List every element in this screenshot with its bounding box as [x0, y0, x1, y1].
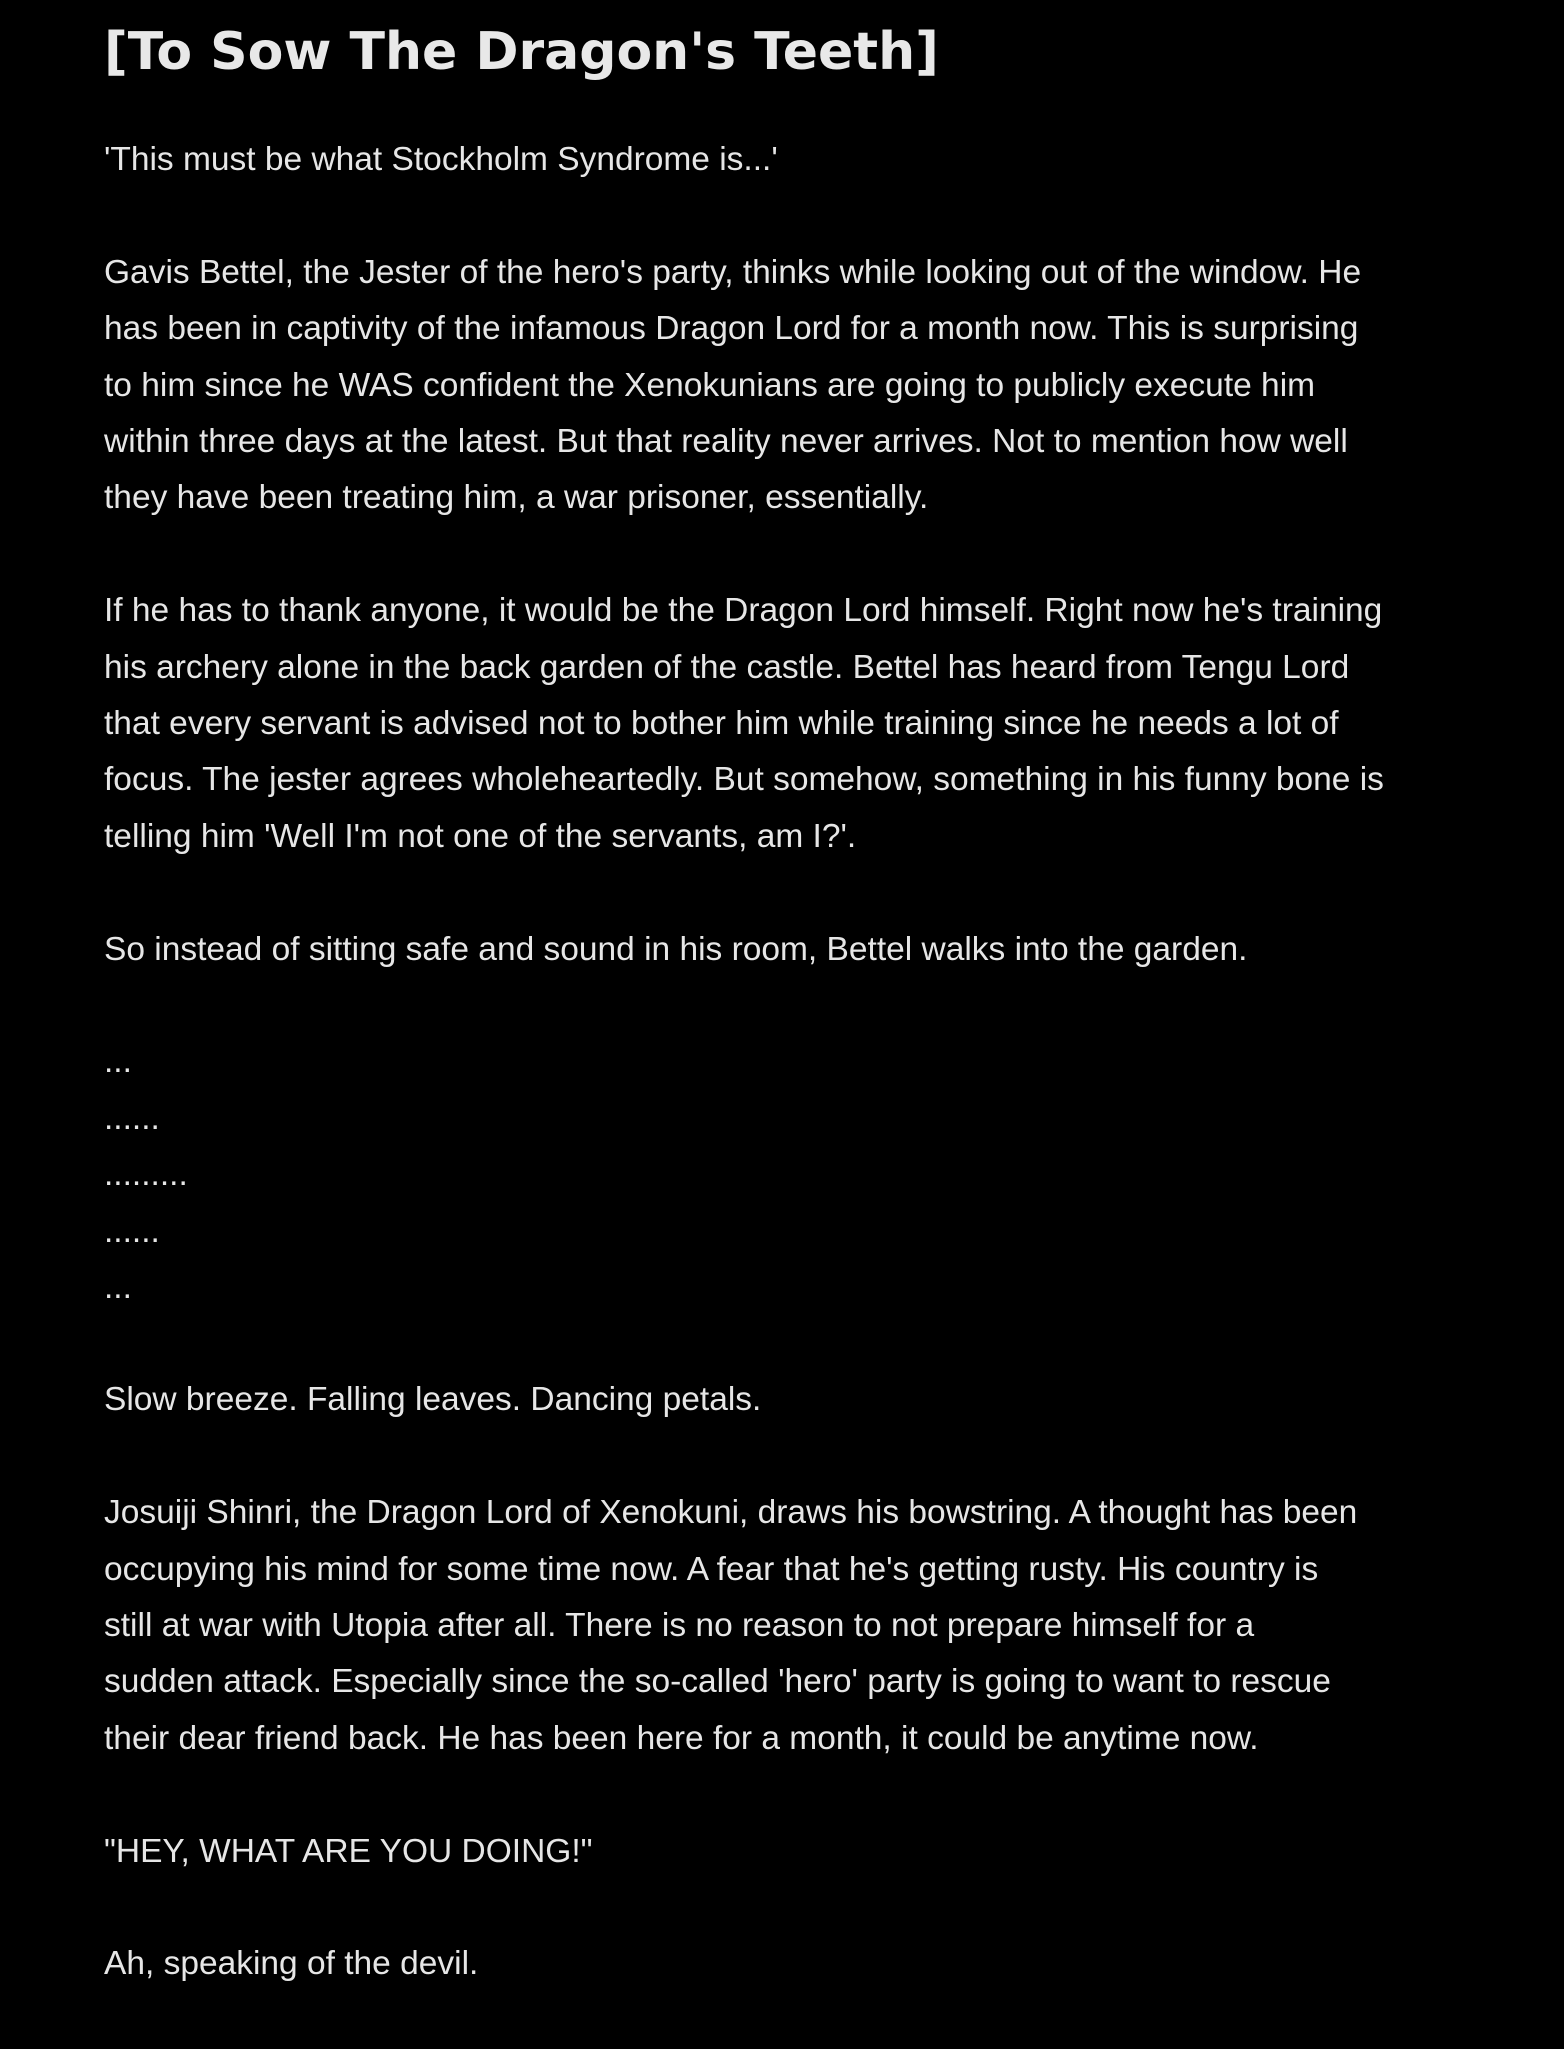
- ellipsis-line: ......: [104, 1099, 160, 1137]
- paragraph-line: 'This must be what Stockholm Syndrome is...': [104, 141, 778, 178]
- paragraph-line: Slow breeze. Falling leaves. Dancing petals.: [104, 1381, 762, 1419]
- ellipsis-line: ...: [104, 1269, 132, 1307]
- scene-break: [104, 1034, 1544, 1316]
- paragraph-line: Josuiji Shinri, the Dragon Lord of Xenokuni, draws his bowstring. A thought has been: [104, 1494, 1358, 1532]
- paragraph: [104, 1372, 1544, 1428]
- paragraph: [104, 1936, 1544, 1992]
- paragraph-line: they have been treating him, a war prisoner, essentially.: [104, 479, 929, 517]
- paragraph-line: has been in captivity of the infamous Dragon Lord for a month now. This is surprising: [104, 310, 1359, 348]
- story-page: [104, 0, 1544, 2049]
- paragraph: [104, 245, 1544, 527]
- paragraph-line: sudden attack. Especially since the so-called 'hero' party is going to want to rescue: [104, 1663, 1331, 1701]
- ellipsis-line: ...: [104, 1043, 132, 1081]
- ellipsis-line: .........: [104, 1156, 188, 1194]
- paragraph-line: still at war with Utopia after all. There is no reason to not prepare himself for a: [104, 1607, 1255, 1645]
- paragraph: [104, 922, 1544, 978]
- paragraph-line: their dear friend back. He has been here for a month, it could be anytime now.: [104, 1719, 1259, 1757]
- paragraph-line: to him since he WAS confident the Xenokunians are going to publicly execute him: [104, 366, 1316, 404]
- paragraph-line: focus. The jester agrees wholeheartedly. But somehow, something in his funny bone is: [104, 761, 1384, 799]
- paragraph-line: "HEY, WHAT ARE YOU DOING!": [104, 1832, 593, 1870]
- paragraph-line: that every servant is advised not to bother him while training since he needs a lot of: [104, 705, 1339, 743]
- paragraph-line: If he has to thank anyone, it would be the Dragon Lord himself. Right now he's training: [104, 592, 1383, 630]
- paragraph: [104, 132, 1544, 188]
- chapter-title: [To Sow The Dragon's Teeth]: [104, 22, 939, 82]
- paragraph-line: So instead of sitting safe and sound in his room, Bettel walks into the garden.: [104, 930, 1248, 968]
- paragraph-line: his archery alone in the back garden of the castle. Bettel has heard from Tengu Lord: [104, 648, 1350, 686]
- ellipsis-line: ......: [104, 1212, 160, 1250]
- paragraph: [104, 1824, 1544, 1880]
- paragraph: [104, 583, 1544, 865]
- paragraphs-after: [104, 1372, 1544, 1992]
- paragraph: [104, 1485, 1544, 1767]
- paragraph-line: occupying his mind for some time now. A fear that he's getting rusty. His country is: [104, 1550, 1319, 1588]
- paragraphs-before: [104, 132, 1544, 978]
- story-body: [104, 132, 1544, 1993]
- paragraph-line: telling him 'Well I'm not one of the servants, am I?'.: [104, 817, 857, 855]
- paragraph-line: Ah, speaking of the devil.: [104, 1945, 479, 1983]
- paragraph-line: Gavis Bettel, the Jester of the hero's party, thinks while looking out of the window. He: [104, 253, 1362, 291]
- paragraph-line: within three days at the latest. But that reality never arrives. Not to mention how well: [104, 423, 1348, 461]
